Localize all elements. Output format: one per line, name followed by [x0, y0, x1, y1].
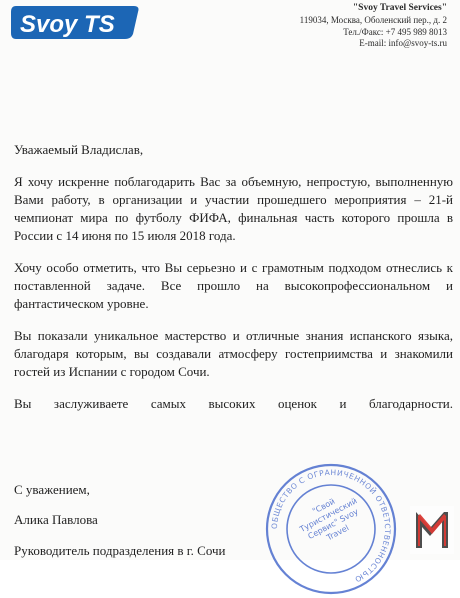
watermark-logo	[410, 506, 454, 554]
company-address: 119034, Москва, Оболенский пер., д. 2	[299, 14, 447, 25]
company-phone: Тел./Факс: +7 495 989 8013	[343, 26, 447, 37]
stamp-ring-text: ОБЩЕСТВО С ОГРАНИЧЕННОЙ ОТВЕТСТВЕННОСТЬЮ	[269, 467, 393, 585]
paragraph-4: Вы заслуживаете самых высоких оценок и благодарности.	[14, 396, 453, 411]
closing: С уважением,	[14, 482, 90, 497]
paragraph-2: Хочу особо отметить, что Вы серьезно и с грамотным подходом отнеслись к поставленной задаче. Все прошло на высокопрофессиональном и фантастическом уровне.	[14, 260, 453, 311]
letter-body	[14, 141, 453, 413]
company-stamp	[262, 460, 400, 598]
company-info	[227, 3, 447, 50]
stamp-center-text: "Свой Туристический Сервис" Svoy Travel	[298, 496, 360, 543]
salutation: Уважаемый Владислав,	[14, 142, 144, 157]
signer-name: Алика Павлова	[14, 512, 98, 527]
company-logo	[10, 4, 140, 40]
paragraph-1: Я хочу искренне поблагодарить Вас за объемную, непростую, выполненную Вами работу, в организации и участии прошедшего мероприятия – 21-й чемпионат мира по футболу ФИФА, финальная часть которого прошла в России с 14 июня по 15 июля 2018 года.	[14, 174, 453, 243]
company-email: E-mail: info@svoy-ts.ru	[359, 38, 447, 49]
company-name: "Svoy Travel Services"	[352, 3, 447, 13]
paragraph-3: Вы показали уникальное мастерство и отличные знания испанского языка, благодаря которым, вы создавали атмосферу гостеприимства и знакомили гостей из Испании с городом Сочи.	[14, 328, 453, 379]
logo-text: Svoy TS	[20, 11, 115, 38]
signer-position: Руководитель подразделения в г. Сочи	[14, 543, 226, 558]
